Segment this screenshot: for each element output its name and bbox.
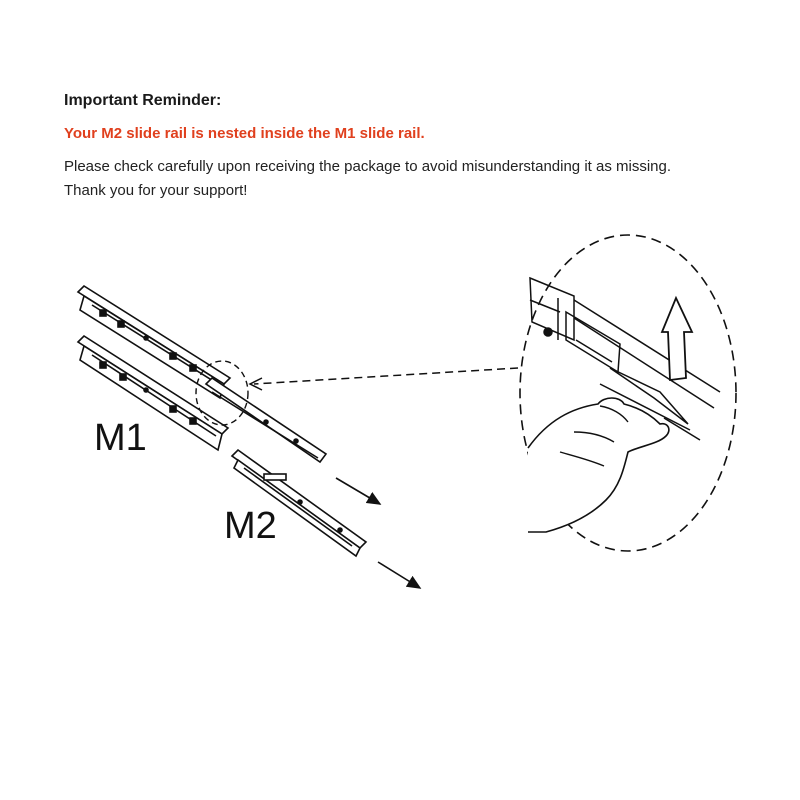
nested-rail-warning: Your M2 slide rail is nested inside the M1 slide rail. bbox=[64, 125, 425, 142]
instruction-line-2: Thank you for your support! bbox=[64, 182, 248, 199]
inner-rail-extension bbox=[206, 378, 326, 462]
lift-up-arrow bbox=[662, 298, 692, 380]
zoom-detail bbox=[520, 235, 736, 551]
hand-illustration bbox=[528, 398, 669, 532]
pull-arrow-m1 bbox=[336, 478, 380, 504]
pull-arrow-m2 bbox=[378, 562, 420, 588]
label-m1: M1 bbox=[94, 417, 147, 459]
detail-pointer-arrow bbox=[254, 368, 518, 384]
label-m2: M2 bbox=[224, 505, 277, 547]
reminder-heading: Important Reminder: bbox=[64, 92, 222, 109]
instruction-line-1: Please check carefully upon receiving the package to avoid misunderstanding it as missing. bbox=[64, 158, 672, 175]
